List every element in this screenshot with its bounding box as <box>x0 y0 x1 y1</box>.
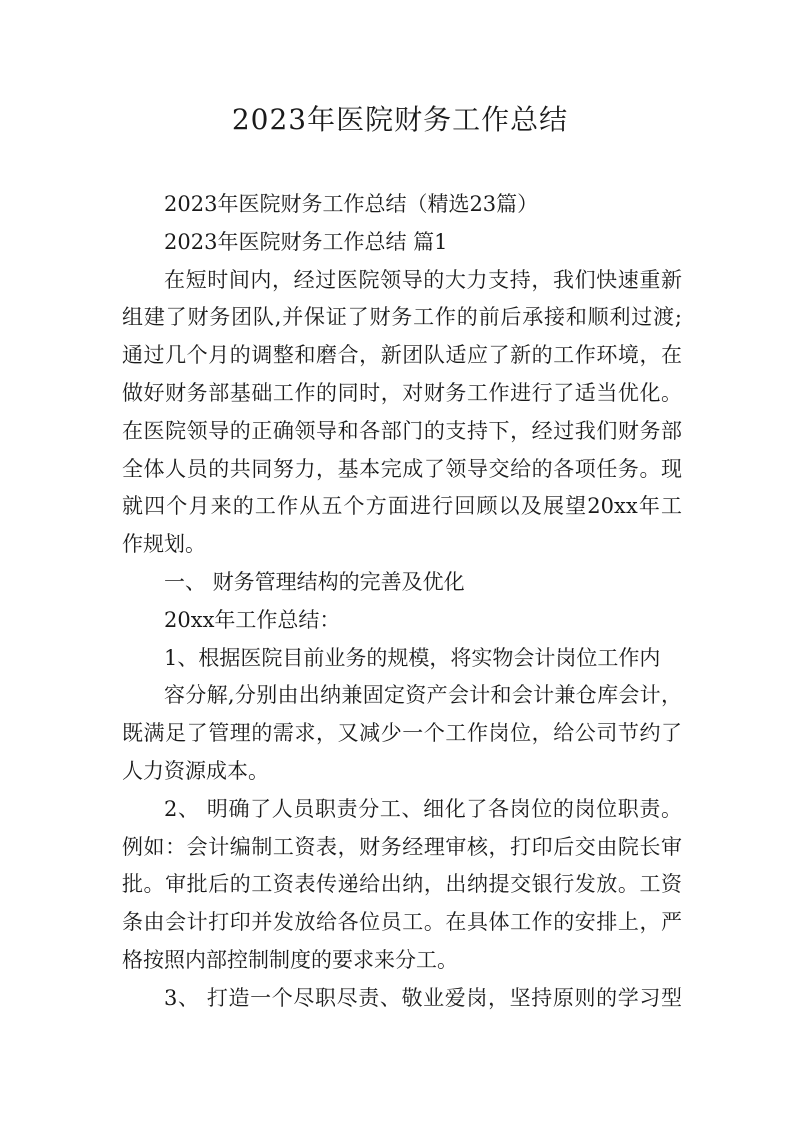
text-line: 2023年医院财务工作总结（精选23篇） <box>164 192 539 216</box>
text-line: 容分解,分别由出纳兼固定资产会计和会计兼仓库会计， <box>164 683 682 708</box>
text-line: 1、根据医院目前业务的规模，将实物会计岗位工作内 <box>164 645 661 670</box>
text-line: 批。审批后的工资表传递给出纳，出纳提交银行发放。工资 <box>122 872 682 897</box>
text-line: 组建了财务团队,并保证了财务工作的前后承接和顺利过渡; <box>122 305 682 330</box>
text-line: 通过几个月的调整和磨合，新团队适应了新的工作环境，在 <box>122 343 682 368</box>
text-line: 就四个月来的工作从五个方面进行回顾以及展望20xx年工 <box>122 494 682 519</box>
text-line: 条由会计打印并发放给各位员工。在具体工作的安排上，严 <box>122 910 682 935</box>
document-title: 2023年医院财务工作总结 <box>231 103 569 136</box>
text-line: 格按照内部控制制度的要求来分工。 <box>122 947 458 972</box>
text-line: 在短时间内，经过医院领导的大力支持，我们快速重新 <box>164 267 682 292</box>
text-line: 2023年医院财务工作总结 篇1 <box>164 229 448 254</box>
text-line: 在医院领导的正确领导和各部门的支持下，经过我们财务部 <box>122 418 682 443</box>
text-line: 作规划。 <box>122 532 206 557</box>
text-line: 既满足了管理的需求，又减少一个工作岗位，给公司节约了 <box>122 721 682 746</box>
text-line: 3、 打造一个尽职尽责、敬业爱岗，坚持原则的学习型 <box>164 985 682 1010</box>
text-line: 人力资源成本。 <box>122 758 269 783</box>
text-line: 例如：会计编制工资表，财务经理审核，打印后交由院长审 <box>122 834 682 859</box>
text-line: 2、 明确了人员职责分工、细化了各岗位的岗位职责。 <box>164 796 682 821</box>
document-body <box>122 186 682 1018</box>
text-line: 全体人员的共同努力，基本完成了领导交给的各项任务。现 <box>122 456 682 481</box>
text-line: 做好财务部基础工作的同时，对财务工作进行了适当优化。 <box>122 380 682 405</box>
text-line: 20xx年工作总结： <box>164 607 341 632</box>
text-line: 一、 财务管理结构的完善及优化 <box>164 569 465 594</box>
